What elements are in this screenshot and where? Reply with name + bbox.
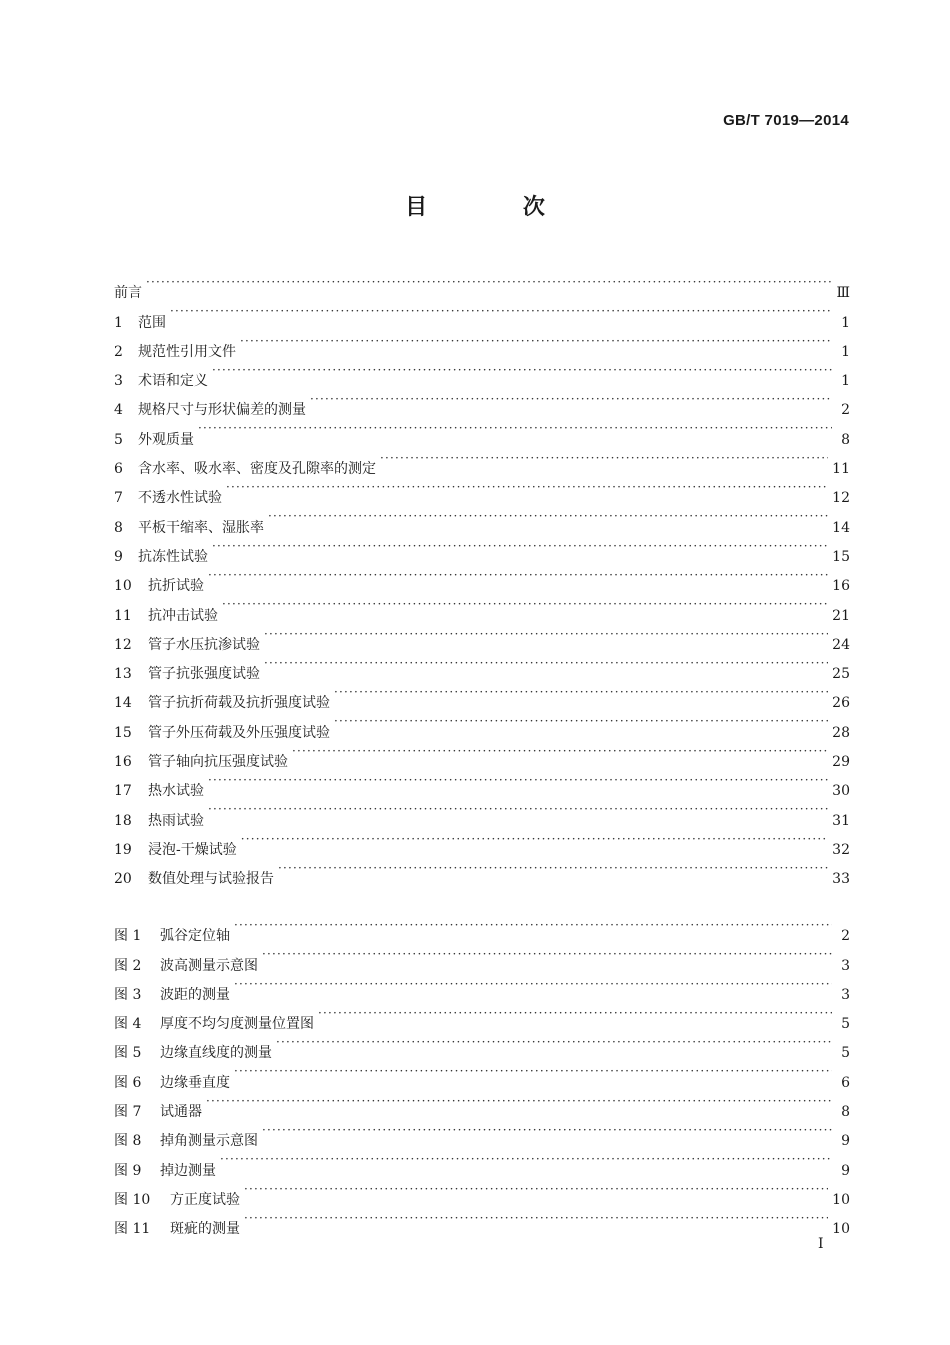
dot-leader (234, 1057, 832, 1086)
toc-sections (114, 268, 850, 888)
toc-entry-page: 11 (832, 461, 850, 478)
figure-entry-number: 图 2 (114, 957, 142, 974)
toc-entry[interactable] (114, 766, 850, 800)
figure-entry-page: 5 (841, 1045, 850, 1062)
dot-leader (244, 1204, 828, 1233)
toc-entry[interactable] (114, 620, 850, 653)
toc-entry-page: 2 (841, 402, 850, 419)
figure-entry-page: 3 (841, 986, 850, 1003)
toc-entry-label: 外观质量 (138, 431, 194, 448)
toc-entry-label: 前言 (114, 285, 142, 302)
toc-entry-label: 规格尺寸与形状偏差的测量 (138, 402, 306, 419)
toc-entry-label: 管子轴向抗压强度试验 (148, 754, 288, 771)
page-title: 目 次 (405, 195, 589, 220)
toc-entry-label: 抗冻性试验 (138, 548, 208, 565)
toc-entry-number: 11 (114, 607, 132, 624)
toc-entry-label: 热水试验 (148, 783, 204, 800)
toc-entry[interactable] (114, 532, 850, 565)
figure-entry-label: 边缘直线度的测量 (160, 1045, 272, 1062)
toc-entry-page: 33 (832, 871, 850, 888)
dot-leader (264, 620, 828, 649)
dot-leader (334, 707, 828, 736)
figure-entry-label: 试通器 (160, 1104, 202, 1121)
toc-entry-label: 范围 (138, 314, 166, 331)
toc-entry-number: 6 (114, 461, 123, 478)
dot-leader (170, 297, 832, 326)
toc-entry-number: 5 (114, 431, 123, 448)
figure-entry-label: 掉边测量 (160, 1162, 216, 1179)
dot-leader (380, 444, 828, 473)
toc-entry-page: 1 (841, 314, 850, 331)
figure-entry-label: 方正度试验 (170, 1191, 240, 1208)
figure-entry-page: 6 (841, 1074, 850, 1091)
figure-entry-number: 图 6 (114, 1074, 142, 1091)
figure-entry-page: 10 (832, 1191, 850, 1208)
dot-leader (268, 502, 828, 531)
figure-entry-number: 图 9 (114, 1162, 142, 1179)
figure-entry-label: 斑疵的测量 (170, 1221, 240, 1238)
dot-leader (278, 854, 828, 883)
toc-entry-label: 管子抗张强度试验 (148, 666, 260, 683)
toc-entry-number: 4 (114, 402, 123, 419)
toc-entry-label: 规范性引用文件 (138, 343, 236, 360)
toc-entry-label: 管子水压抗渗试验 (148, 636, 260, 653)
toc-entry-label: 术语和定义 (138, 373, 208, 390)
toc-entry-page: 30 (832, 783, 850, 800)
dot-leader (264, 649, 828, 678)
toc-entry-number: 1 (114, 314, 123, 331)
figure-entry-number: 图 10 (114, 1191, 151, 1208)
toc-entry-page: Ⅲ (836, 285, 850, 302)
toc-entry-label: 热雨试验 (148, 812, 204, 829)
figure-entry-label: 掉角测量示意图 (160, 1133, 258, 1150)
dot-leader (208, 561, 828, 590)
toc-entry-number: 8 (114, 519, 123, 536)
toc-entry-number: 20 (114, 871, 132, 888)
figure-entry-label: 波高测量示意图 (160, 957, 258, 974)
toc-entry-page: 21 (832, 607, 850, 624)
toc-entry-label: 管子外压荷载及外压强度试验 (148, 724, 330, 741)
toc-entry[interactable] (114, 356, 850, 390)
figure-entry-page: 5 (841, 1016, 850, 1033)
figure-entry-label: 厚度不均匀度测量位置图 (160, 1016, 314, 1033)
dot-leader (212, 356, 832, 385)
figure-entry[interactable] (114, 911, 850, 945)
toc-entry[interactable] (114, 590, 850, 624)
toc-entry-label: 抗折试验 (148, 578, 204, 595)
toc-entry-number: 7 (114, 490, 123, 507)
toc-entry-label: 管子抗折荷载及抗折强度试验 (148, 695, 330, 712)
toc-entry-number: 3 (114, 373, 123, 390)
dot-leader (212, 532, 828, 561)
figure-entry-number: 图 3 (114, 986, 142, 1003)
toc-entry-page: 1 (841, 373, 850, 390)
toc-entry-page: 24 (832, 636, 850, 653)
dot-leader (208, 766, 828, 795)
page-number: I (818, 1236, 824, 1252)
toc-entry-label: 平板干缩率、湿胀率 (138, 519, 264, 536)
toc-entry-label: 数值处理与试验报告 (148, 871, 274, 888)
dot-leader (234, 970, 832, 999)
standard-code: GB/T 7019—2014 (723, 112, 849, 129)
toc-entry-number: 13 (114, 666, 132, 683)
dot-leader (334, 678, 828, 707)
dot-leader (310, 385, 832, 414)
figure-entry[interactable] (114, 1145, 850, 1179)
toc-entry-page: 8 (841, 431, 850, 448)
toc-entry[interactable] (114, 825, 850, 858)
toc-entry[interactable] (114, 561, 850, 595)
dot-leader (292, 737, 828, 766)
toc-entry-number: 18 (114, 812, 132, 829)
figure-entry-page: 9 (841, 1133, 850, 1150)
figure-entry-page: 9 (841, 1162, 850, 1179)
dot-leader (222, 590, 828, 619)
toc-entry-page: 31 (832, 812, 850, 829)
toc-entry-number: 19 (114, 841, 132, 858)
toc-entry-number: 16 (114, 754, 132, 771)
dot-leader (146, 268, 832, 297)
dot-leader (206, 1087, 832, 1116)
figure-entry-number: 图 8 (114, 1133, 142, 1150)
dot-leader (241, 825, 828, 854)
toc-entry-page: 26 (832, 695, 850, 712)
figure-entry-label: 波距的测量 (160, 986, 230, 1003)
toc-entry-label: 含水率、吸水率、密度及孔隙率的测定 (138, 461, 376, 478)
toc-entry-page: 29 (832, 754, 850, 771)
toc-entry[interactable] (114, 268, 850, 302)
figure-entry-label: 边缘垂直度 (160, 1074, 230, 1091)
toc-entry-number: 15 (114, 724, 132, 741)
toc-entry-number: 9 (114, 548, 123, 565)
toc-entry[interactable] (114, 297, 850, 331)
toc-entry-label: 不透水性试验 (138, 490, 222, 507)
toc-entry-number: 12 (114, 636, 132, 653)
figure-entry-page: 2 (841, 928, 850, 945)
toc-entry-page: 25 (832, 666, 850, 683)
figure-entry-number: 图 4 (114, 1016, 142, 1033)
dot-leader (198, 414, 832, 443)
figure-entry[interactable] (114, 1087, 850, 1121)
figure-entry-number: 图 7 (114, 1104, 142, 1121)
figure-entry[interactable] (114, 1175, 850, 1208)
toc-entry-label: 浸泡-干燥试验 (148, 841, 237, 858)
figure-entry-number: 图 1 (114, 928, 142, 945)
dot-leader (262, 940, 832, 969)
dot-leader (226, 473, 828, 502)
dot-leader (240, 327, 832, 356)
figure-entry-page: 3 (841, 957, 850, 974)
dot-leader (262, 1116, 832, 1145)
figure-entry-page: 10 (832, 1221, 850, 1238)
toc-entry-number: 10 (114, 578, 132, 595)
toc-entry-page: 1 (841, 343, 850, 360)
toc-entry-page: 15 (832, 548, 850, 565)
toc-figures (114, 911, 850, 1238)
dot-leader (318, 999, 832, 1028)
toc-entry[interactable] (114, 795, 850, 829)
figure-entry[interactable] (114, 1116, 850, 1150)
toc-entry-label: 抗冲击试验 (148, 607, 218, 624)
toc-entry-number: 2 (114, 343, 123, 360)
figure-entry-page: 8 (841, 1104, 850, 1121)
toc-entry-page: 32 (832, 841, 850, 858)
toc-entry-page: 16 (832, 578, 850, 595)
dot-leader (244, 1175, 828, 1204)
dot-leader (234, 911, 832, 940)
toc-entry[interactable] (114, 444, 850, 478)
toc-entry-page: 12 (832, 490, 850, 507)
toc-entry[interactable] (114, 385, 850, 419)
toc-entry[interactable] (114, 414, 850, 448)
toc-entry-number: 17 (114, 783, 132, 800)
toc-entry[interactable] (114, 327, 850, 360)
toc-entry-number: 14 (114, 695, 132, 712)
figure-entry-number: 图 11 (114, 1221, 151, 1238)
dot-leader (208, 795, 828, 824)
toc-entry-page: 28 (832, 724, 850, 741)
toc-entry-page: 14 (832, 519, 850, 536)
figure-entry-label: 弧谷定位轴 (160, 928, 230, 945)
dot-leader (276, 1028, 832, 1057)
figure-entry-number: 图 5 (114, 1045, 142, 1062)
dot-leader (220, 1145, 832, 1174)
